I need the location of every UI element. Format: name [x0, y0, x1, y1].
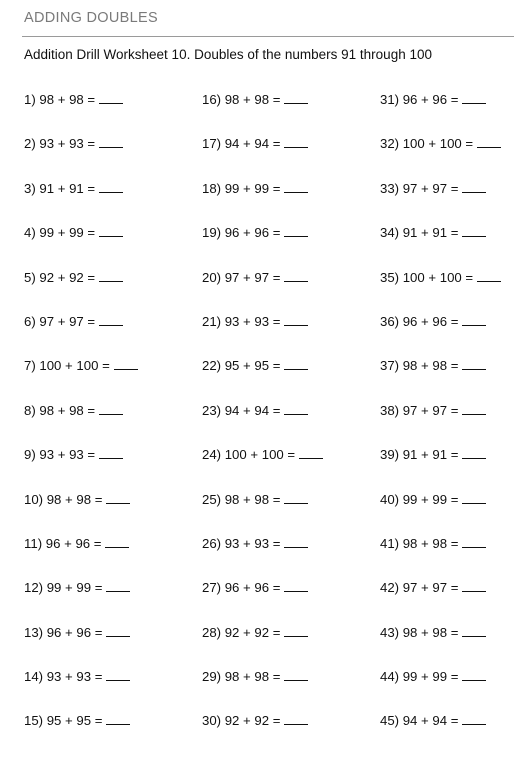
problem-item [380, 314, 501, 358]
answer-blank [462, 403, 486, 415]
problem-item [202, 270, 323, 314]
problem-text: 36) 96 + 96 = [380, 313, 459, 329]
answer-blank [106, 580, 130, 592]
answer-blank [477, 270, 501, 282]
problem-item [24, 713, 138, 757]
answer-blank [99, 225, 123, 237]
problem-text: 44) 99 + 99 = [380, 669, 459, 685]
problem-item [202, 358, 323, 402]
problem-item [24, 403, 138, 447]
problem-text: 7) 100 + 100 = [24, 358, 110, 374]
problem-text: 10) 98 + 98 = [24, 491, 103, 507]
problem-text: 2) 93 + 93 = [24, 136, 96, 152]
answer-blank [284, 536, 308, 548]
problem-item [202, 447, 323, 491]
problem-column-2 [202, 92, 323, 758]
worksheet-subtitle: Addition Drill Worksheet 10. Doubles of the numbers 91 through 100 [24, 47, 432, 62]
problem-item [380, 181, 501, 225]
answer-blank [462, 447, 486, 459]
answer-blank [462, 492, 486, 504]
answer-blank [106, 625, 130, 637]
problem-item [202, 403, 323, 447]
problem-text: 22) 95 + 95 = [202, 358, 281, 374]
problem-item [202, 492, 323, 536]
page-title: ADDING DOUBLES [24, 10, 158, 26]
problem-item [24, 625, 138, 669]
problem-text: 24) 100 + 100 = [202, 447, 296, 463]
problem-item [24, 181, 138, 225]
answer-blank [462, 669, 486, 681]
answer-blank [284, 225, 308, 237]
problem-item [380, 492, 501, 536]
answer-blank [105, 536, 129, 548]
problem-text: 27) 96 + 96 = [202, 580, 281, 596]
answer-blank [462, 580, 486, 592]
problem-text: 4) 99 + 99 = [24, 225, 96, 241]
answer-blank [99, 181, 123, 193]
problem-item [380, 136, 501, 180]
problem-text: 11) 96 + 96 = [24, 535, 102, 551]
problem-item [24, 314, 138, 358]
answer-blank [99, 136, 123, 148]
problem-item [202, 713, 323, 757]
answer-blank [99, 270, 123, 282]
problem-text: 32) 100 + 100 = [380, 136, 474, 152]
problem-item [380, 270, 501, 314]
problem-text: 33) 97 + 97 = [380, 180, 459, 196]
answer-blank [284, 625, 308, 637]
problem-text: 31) 96 + 96 = [380, 92, 459, 107]
problem-text: 6) 97 + 97 = [24, 313, 96, 329]
problem-text: 21) 93 + 93 = [202, 313, 281, 329]
problem-item [380, 669, 501, 713]
problem-item [380, 625, 501, 669]
answer-blank [284, 358, 308, 370]
problem-text: 38) 97 + 97 = [380, 402, 459, 418]
problem-text: 45) 94 + 94 = [380, 713, 459, 729]
problem-item [24, 358, 138, 402]
problem-item [24, 225, 138, 269]
answer-blank [284, 92, 308, 104]
answer-blank [462, 713, 486, 725]
answer-blank [99, 314, 123, 326]
answer-blank [462, 314, 486, 326]
problem-text: 23) 94 + 94 = [202, 402, 281, 418]
title-divider [22, 36, 514, 37]
problem-item [380, 447, 501, 491]
problem-item [202, 92, 323, 136]
answer-blank [284, 181, 308, 193]
problem-item [380, 403, 501, 447]
problem-text: 35) 100 + 100 = [380, 269, 474, 285]
problem-item [380, 92, 501, 136]
answer-blank [284, 580, 308, 592]
answer-blank [477, 136, 501, 148]
answer-blank [462, 92, 486, 104]
problem-item [380, 225, 501, 269]
problem-text: 1) 98 + 98 = [24, 92, 96, 107]
answer-blank [99, 92, 123, 104]
problem-text: 28) 92 + 92 = [202, 624, 281, 640]
problem-item [202, 625, 323, 669]
problem-text: 9) 93 + 93 = [24, 447, 96, 463]
answer-blank [299, 447, 323, 459]
problem-text: 41) 98 + 98 = [380, 535, 459, 551]
problem-text: 25) 98 + 98 = [202, 491, 281, 507]
problem-text: 30) 92 + 92 = [202, 713, 281, 729]
problem-text: 19) 96 + 96 = [202, 225, 281, 241]
problem-item [24, 447, 138, 491]
problem-item [202, 225, 323, 269]
problem-text: 8) 98 + 98 = [24, 402, 96, 418]
answer-blank [114, 358, 138, 370]
problem-item [202, 314, 323, 358]
problem-item [380, 358, 501, 402]
problem-text: 37) 98 + 98 = [380, 358, 459, 374]
answer-blank [462, 536, 486, 548]
answer-blank [284, 136, 308, 148]
answer-blank [99, 447, 123, 459]
problem-text: 20) 97 + 97 = [202, 269, 281, 285]
problem-text: 3) 91 + 91 = [24, 180, 96, 196]
answer-blank [106, 492, 130, 504]
problem-text: 34) 91 + 91 = [380, 225, 459, 241]
problem-text: 17) 94 + 94 = [202, 136, 281, 152]
problem-item [24, 580, 138, 624]
problem-text: 16) 98 + 98 = [202, 92, 281, 107]
problem-text: 43) 98 + 98 = [380, 624, 459, 640]
answer-blank [462, 225, 486, 237]
answer-blank [284, 314, 308, 326]
problem-text: 26) 93 + 93 = [202, 535, 281, 551]
problem-text: 42) 97 + 97 = [380, 580, 459, 596]
answer-blank [284, 403, 308, 415]
problem-item [380, 580, 501, 624]
problem-item [380, 713, 501, 757]
problem-item [24, 136, 138, 180]
answer-blank [462, 181, 486, 193]
problem-item [24, 492, 138, 536]
answer-blank [106, 669, 130, 681]
answer-blank [106, 713, 130, 725]
problem-item [24, 669, 138, 713]
answer-blank [284, 669, 308, 681]
problem-text: 5) 92 + 92 = [24, 269, 96, 285]
problem-item [24, 536, 138, 580]
problem-item [202, 136, 323, 180]
problem-text: 12) 99 + 99 = [24, 580, 103, 596]
problem-item [202, 181, 323, 225]
answer-blank [99, 403, 123, 415]
problem-text: 14) 93 + 93 = [24, 669, 103, 685]
answer-blank [462, 358, 486, 370]
problem-column-3 [380, 92, 501, 758]
problem-column-1 [24, 92, 138, 758]
answer-blank [284, 713, 308, 725]
problem-item [24, 92, 138, 136]
problem-text: 40) 99 + 99 = [380, 491, 459, 507]
problem-text: 39) 91 + 91 = [380, 447, 459, 463]
answer-blank [462, 625, 486, 637]
problem-text: 15) 95 + 95 = [24, 713, 103, 729]
problem-text: 13) 96 + 96 = [24, 624, 103, 640]
problem-text: 18) 99 + 99 = [202, 180, 281, 196]
problem-item [202, 669, 323, 713]
problem-item [202, 536, 323, 580]
answer-blank [284, 270, 308, 282]
answer-blank [284, 492, 308, 504]
problem-item [24, 270, 138, 314]
problem-item [202, 580, 323, 624]
problem-item [380, 536, 501, 580]
problem-text: 29) 98 + 98 = [202, 669, 281, 685]
